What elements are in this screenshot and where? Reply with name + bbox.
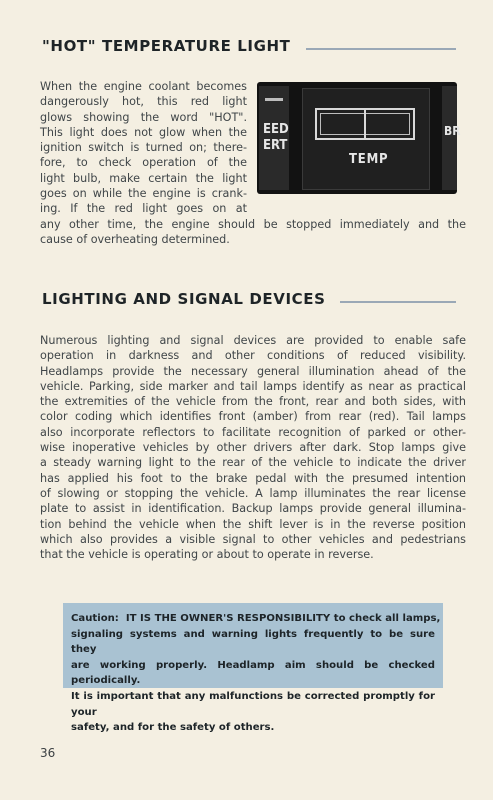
para-line: of slowing or stopping the vehicle. A lamp illuminates the rear license: [40, 486, 466, 500]
lighting-paragraph: [40, 333, 466, 562]
page-number: 36: [40, 746, 56, 760]
heading-rule-1: [306, 48, 456, 50]
para-line: operation in darkness and other conditions of reduced visibility.: [40, 349, 466, 363]
hot-light-window-divider: [364, 108, 366, 140]
para-line: that the vehicle is operating or about to operate in reverse.: [40, 548, 374, 562]
para-line: This light does not glow when the: [40, 125, 247, 139]
caution-line: signaling systems and warning lights frequently to be sure they: [71, 628, 435, 656]
para-line: any other time, the engine should be stopped immediately and the: [40, 217, 466, 231]
para-line: plate to assist in identification. Backup lamps provide general illumina-: [40, 502, 466, 516]
para-line: dangerously hot, this red light: [40, 95, 247, 109]
caution-box: [63, 603, 443, 734]
temperature-gauge-illustration: [257, 82, 461, 194]
para-line: Numerous lighting and signal devices are provided to enable safe: [40, 334, 466, 347]
temp-label: TEMP: [349, 152, 389, 167]
para-line: which also provides a visible signal to other vehicles and pedestrians: [40, 532, 466, 546]
para-line: also incorporate reflectors to facilitate recognition of parked or other-: [40, 425, 466, 439]
gauge-left-text-eed: EED: [263, 122, 289, 137]
caution-line: It is important that any malfunctions be corrected promptly for your: [71, 690, 435, 718]
indicator-mark: [265, 98, 283, 101]
caution-line: are working properly. Headlamp aim should be checked periodically.: [71, 659, 435, 687]
gauge-left-text-ert: ERT: [263, 138, 288, 153]
para-line: light bulb, make certain the light: [40, 171, 247, 185]
para-line: ignition switch is turned on; there-: [40, 141, 247, 155]
para-line: cause of overheating determined.: [40, 232, 230, 246]
gauge-right-text-br: BR: [444, 124, 461, 138]
caution-line: safety, and for the safety of others.: [71, 722, 275, 734]
gauge-right-pane: [442, 86, 457, 190]
para-line: wise inoperative vehicles by other drivers after dark. Stop lamps give: [40, 441, 466, 455]
para-line: the extremities of the vehicle from the front, rear and both sides, with: [40, 395, 466, 409]
section-heading-hot-temperature-light: "HOT" TEMPERATURE LIGHT: [42, 37, 291, 55]
para-line: has applied his foot to the brake pedal with the presumed intention: [40, 471, 466, 485]
para-line: a steady warning light to the rear of the vehicle to indicate the driver: [40, 456, 466, 470]
para-line: color coding which identifies front (amber) from rear (red). Tail lamps: [40, 410, 466, 424]
para-line: tion behind the vehicle when the shift lever is in the reverse position: [40, 517, 466, 531]
section-heading-lighting-signal-devices: LIGHTING AND SIGNAL DEVICES: [42, 290, 326, 308]
heading-rule-2: [340, 301, 456, 303]
para-line: fore, to check operation of the: [40, 156, 247, 170]
para-line: goes on while the engine is crank-: [40, 187, 247, 201]
para-line: vehicle. Parking, side marker and tail lamps identify as near as practical: [40, 379, 466, 393]
para-line: Headlamps provide the necessary general illumination ahead of the: [40, 364, 466, 378]
para-line: glows showing the word "HOT".: [40, 110, 247, 124]
para-line: When the engine coolant becomes: [40, 80, 247, 93]
caution-line: Caution: IT IS THE OWNER'S RESPONSIBILITY to check all lamps,: [71, 613, 441, 624]
para-line: ing. If the red light goes on at: [40, 202, 247, 216]
